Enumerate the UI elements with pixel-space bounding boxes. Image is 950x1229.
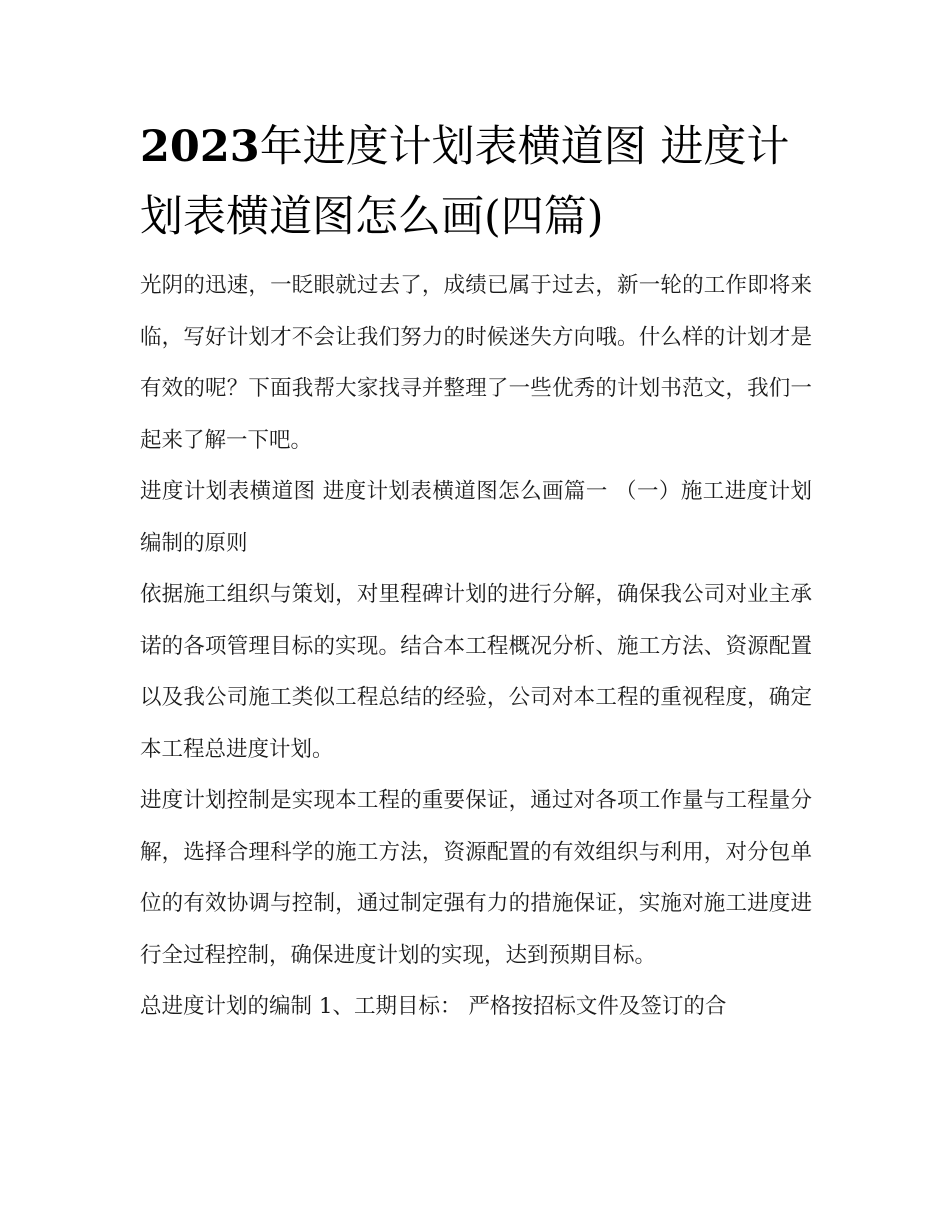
body-paragraph: 总进度计划的编制 1、工期目标： 严格按招标文件及签订的合 <box>140 994 727 1019</box>
intro-paragraph: 光阴的迅速，一眨眼就过去了，成绩已属于过去，新一轮的工作即将来临，写好计划才不会让我们努力的时候迷失方向哦。什么样的计划才是有效的呢？下面我帮大家找寻并整理了一些优秀的计划书范文，我们一起来了解一下吧。 <box>140 273 812 453</box>
section-heading-paragraph: 进度计划表横道图 进度计划表横道图怎么画篇一 （一）施工进度计划编制的原则 <box>140 479 812 556</box>
title-year: 2023 <box>140 122 260 172</box>
body-paragraph: 依据施工组织与策划，对里程碑计划的进行分解，确保我公司对业主承诺的各项管理目标的实现。结合本工程概况分析、施工方法、资源配置以及我公司施工类似工程总结的经验，公司对本工程的重视程度，确定本工程总进度计划。 <box>140 582 812 762</box>
document-title <box>140 112 812 252</box>
body-paragraph: 进度计划控制是实现本工程的重要保证，通过对各项工作量与工程量分解，选择合理科学的施工方法，资源配置的有效组织与利用，对分包单位的有效协调与控制，通过制定强有力的措施保证，实施对施工进度进行全过程控制，确保进度计划的实现，达到预期目标。 <box>140 788 812 968</box>
document-page <box>140 112 812 1033</box>
title-text: 年进度计划表横道图 进度计划表横道图怎么画(四篇) <box>140 122 790 242</box>
